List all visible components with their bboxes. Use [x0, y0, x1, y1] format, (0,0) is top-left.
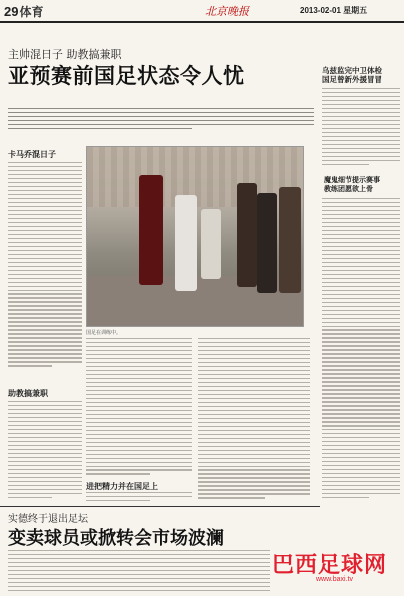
player-figure [279, 187, 301, 293]
section-divider [0, 506, 320, 507]
subhead-3: 进把精力并在国足上 [86, 482, 158, 491]
page-header [0, 0, 404, 22]
issue-date-value: 2013-02-01 [300, 6, 341, 15]
page-number-value: 29 [4, 4, 19, 19]
header-rule [0, 21, 404, 23]
right-column-text-2 [322, 198, 400, 502]
section-name: 体育 [19, 5, 44, 19]
middle-column-text-1 [86, 338, 192, 478]
lead-kicker: 主帅混日子 助教搞兼职 [8, 48, 122, 61]
issue-weekday: 星期五 [343, 6, 368, 15]
right-column-title: 乌兹监完中卫体检 国足曾新外援冒冒 [322, 66, 382, 84]
middle-column-text-2 [86, 492, 192, 504]
right-column-text-1 [322, 88, 400, 168]
watermark-url: www.baxi.tv [316, 576, 353, 583]
coach-figure [139, 175, 163, 285]
newspaper-brand: 北京晚报 [205, 5, 249, 18]
player-figure [237, 183, 257, 287]
lead-intro-text [8, 108, 314, 138]
subhead-1: 卡马乔混日子 [8, 150, 56, 159]
second-story-text [8, 550, 270, 594]
second-headline: 变卖球员或掀转会市场波澜 [8, 528, 224, 549]
middle-column-text-3 [198, 338, 310, 504]
left-column-text-2 [8, 401, 82, 501]
photo-caption: 国足在训练中。 [86, 330, 122, 336]
page-number [4, 3, 43, 20]
watermark-text: 巴西足球网 [272, 553, 388, 578]
site-watermark [272, 548, 404, 588]
training-photo [86, 146, 304, 327]
player-figure [257, 193, 277, 293]
right-column-title-2: 魔鬼细节提示赛事 教练团愿欲上骨 [324, 176, 380, 193]
player-figure [201, 209, 221, 279]
player-figure [175, 195, 197, 291]
second-kicker: 实德终于退出足坛 [8, 514, 88, 525]
left-column-text-1 [8, 162, 82, 384]
subhead-2: 助教搞兼职 [8, 389, 48, 398]
lead-headline: 亚预赛前国足状态令人忧 [8, 64, 245, 88]
issue-date [300, 5, 367, 16]
